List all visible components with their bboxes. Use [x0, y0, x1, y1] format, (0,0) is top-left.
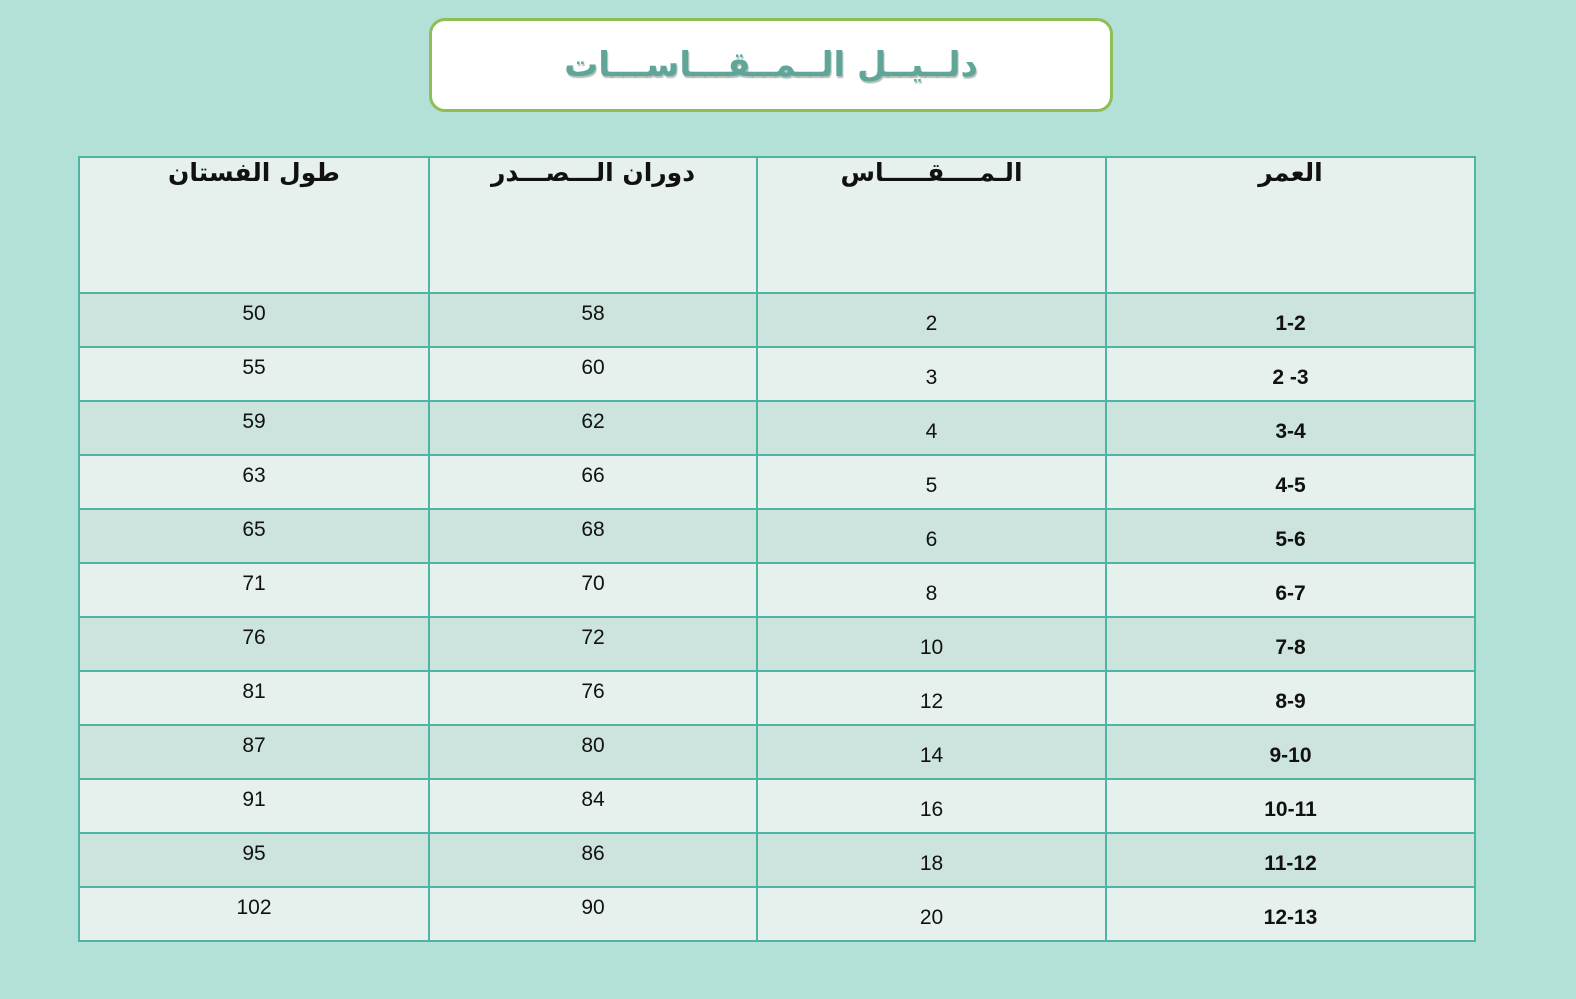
table-row: [79, 671, 1475, 725]
cell-dress-length: 87: [79, 725, 429, 779]
table-row: [79, 509, 1475, 563]
cell-age: 1-2: [1106, 293, 1475, 347]
cell-size: 16: [757, 779, 1106, 833]
cell-age: 12-13: [1106, 887, 1475, 941]
cell-chest: 80: [429, 725, 757, 779]
table-row: [79, 401, 1475, 455]
cell-chest: 84: [429, 779, 757, 833]
table-row: [79, 455, 1475, 509]
cell-dress-length: 55: [79, 347, 429, 401]
cell-chest: 86: [429, 833, 757, 887]
cell-chest: 90: [429, 887, 757, 941]
table-row: [79, 293, 1475, 347]
cell-dress-length: 50: [79, 293, 429, 347]
cell-age: 3-4: [1106, 401, 1475, 455]
cell-dress-length: 63: [79, 455, 429, 509]
cell-chest: 72: [429, 617, 757, 671]
cell-chest: 66: [429, 455, 757, 509]
page-title: دلــيــل الــمــقـــاســـات: [564, 45, 978, 85]
cell-size: 12: [757, 671, 1106, 725]
header-chest: دوران الـــصـــدر: [429, 157, 757, 293]
cell-size: 4: [757, 401, 1106, 455]
cell-dress-length: 81: [79, 671, 429, 725]
cell-age: 9-10: [1106, 725, 1475, 779]
cell-size: 3: [757, 347, 1106, 401]
cell-dress-length: 102: [79, 887, 429, 941]
table-row: [79, 833, 1475, 887]
cell-age: 4-5: [1106, 455, 1475, 509]
cell-size: 2: [757, 293, 1106, 347]
cell-chest: 60: [429, 347, 757, 401]
cell-size: 14: [757, 725, 1106, 779]
cell-dress-length: 59: [79, 401, 429, 455]
cell-chest: 58: [429, 293, 757, 347]
header-size: الـمــــقـــــاس: [757, 157, 1106, 293]
cell-dress-length: 65: [79, 509, 429, 563]
cell-size: 10: [757, 617, 1106, 671]
cell-size: 8: [757, 563, 1106, 617]
cell-dress-length: 91: [79, 779, 429, 833]
cell-age: 8-9: [1106, 671, 1475, 725]
table-body: [79, 293, 1475, 941]
table-row: [79, 563, 1475, 617]
cell-chest: 70: [429, 563, 757, 617]
cell-age: 2 -3: [1106, 347, 1475, 401]
cell-size: 20: [757, 887, 1106, 941]
cell-dress-length: 76: [79, 617, 429, 671]
cell-age: 11-12: [1106, 833, 1475, 887]
cell-dress-length: 71: [79, 563, 429, 617]
table-header-row: [79, 157, 1475, 293]
table-row: [79, 725, 1475, 779]
cell-age: 10-11: [1106, 779, 1475, 833]
cell-chest: 76: [429, 671, 757, 725]
table-row: [79, 617, 1475, 671]
cell-size: 18: [757, 833, 1106, 887]
title-box: [429, 18, 1113, 112]
cell-chest: 62: [429, 401, 757, 455]
table-row: [79, 347, 1475, 401]
cell-chest: 68: [429, 509, 757, 563]
cell-age: 6-7: [1106, 563, 1475, 617]
table-row: [79, 887, 1475, 941]
table-row: [79, 779, 1475, 833]
header-age: العمر: [1106, 157, 1475, 293]
size-guide-table: [78, 156, 1476, 942]
cell-size: 5: [757, 455, 1106, 509]
cell-age: 7-8: [1106, 617, 1475, 671]
cell-dress-length: 95: [79, 833, 429, 887]
cell-age: 5-6: [1106, 509, 1475, 563]
cell-size: 6: [757, 509, 1106, 563]
header-dress-length: طول الفستان: [79, 157, 429, 293]
